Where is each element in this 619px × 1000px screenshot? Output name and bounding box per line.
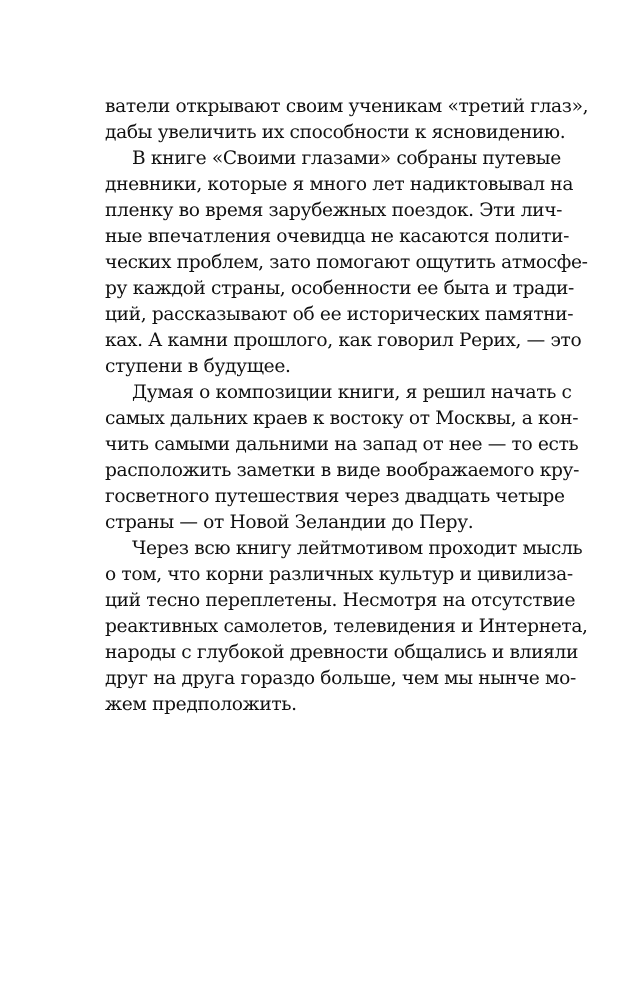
- text-line: страны — от Новой Зеландии до Перу.: [105, 512, 474, 533]
- text-line: народы с глубокой древности общались и влияли: [105, 642, 579, 663]
- text-line: ные впечатления очевидца не касаются полити-: [105, 226, 570, 247]
- text-line: о том, что корни различных культур и цивилиза-: [105, 564, 573, 585]
- body-text: [105, 94, 589, 718]
- text-line: госветного путешествия через двадцать четыре: [105, 486, 565, 507]
- text-line: Через всю книгу лейтмотивом проходит мысль: [132, 538, 583, 559]
- text-line: пленку во время зарубежных поездок. Эти лич-: [105, 200, 563, 221]
- text-line: жем предположить.: [105, 694, 297, 715]
- paragraph-2: [105, 146, 588, 380]
- text-line: ческих проблем, зато помогают ощутить атмосфе-: [105, 252, 588, 273]
- text-line: друг на друга гораздо больше, чем мы нынче мо-: [105, 668, 576, 689]
- text-line: В книге «Своими глазами» собраны путевые: [132, 148, 561, 169]
- text-line: реактивных самолетов, телевидения и Интернета,: [105, 616, 588, 637]
- text-line: самых дальних краев к востоку от Москвы, а кон-: [105, 408, 579, 429]
- text-line: Думая о композиции книги, я решил начать с: [132, 382, 572, 403]
- text-line: ций, рассказывают об ее исторических памятни-: [105, 304, 574, 325]
- text-line: ках. А камни прошлого, как говорил Рерих, — это: [105, 330, 582, 351]
- text-line: ступени в будущее.: [105, 356, 291, 377]
- paragraph-1-continuation: [105, 94, 589, 146]
- text-line: чить самыми дальними на запад от нее — то есть: [105, 434, 579, 455]
- text-line: расположить заметки в виде воображаемого кру-: [105, 460, 580, 481]
- text-line: дабы увеличить их способности к ясновидению.: [105, 122, 566, 143]
- text-line: ций тесно переплетены. Несмотря на отсутствие: [105, 590, 576, 611]
- text-line: дневники, которые я много лет надиктовывал на: [105, 174, 574, 195]
- text-line: ру каждой страны, особенности ее быта и тради-: [105, 278, 574, 299]
- text-line: ватели открывают своим ученикам «третий глаз»,: [105, 96, 589, 117]
- paragraph-4: [105, 536, 588, 718]
- paragraph-3: [105, 380, 580, 536]
